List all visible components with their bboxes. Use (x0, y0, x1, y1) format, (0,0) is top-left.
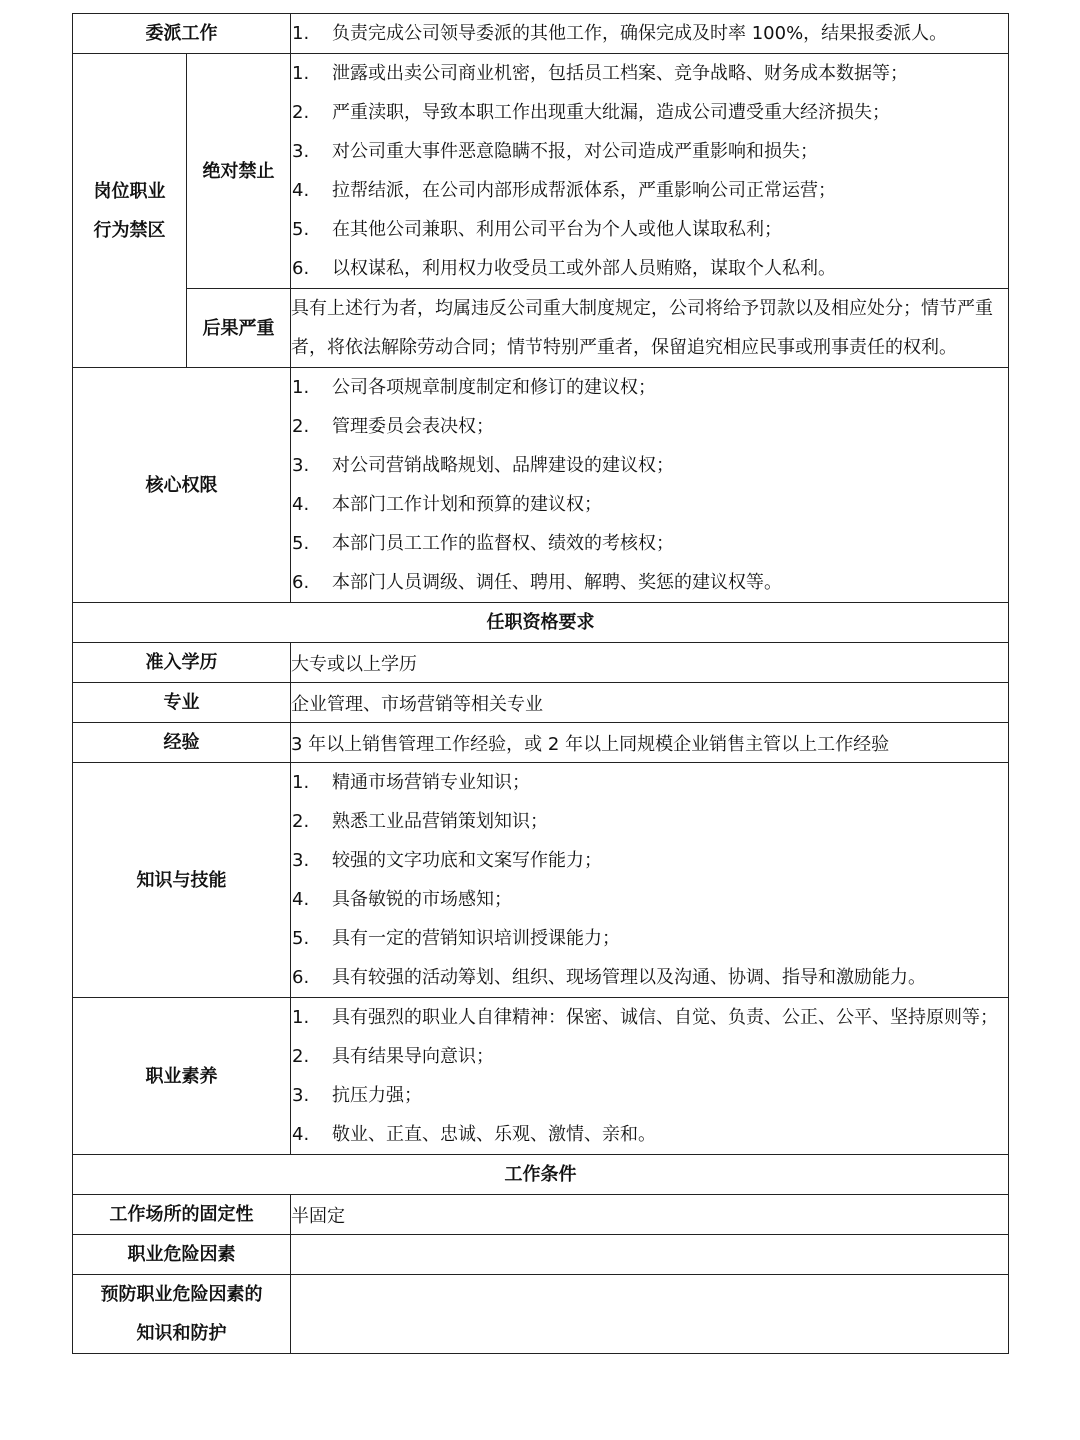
workplace-row (73, 1195, 1009, 1235)
workplace-value: 半固定 (291, 1195, 1009, 1235)
item-text: 敬业、正直、忠诚、乐观、激情、亲和。 (332, 1124, 656, 1145)
item-number: 4. (292, 180, 310, 201)
list-item (291, 998, 1008, 1037)
hazard-row (73, 1235, 1009, 1275)
item-text: 具有较强的活动筹划、组织、现场管理以及沟通、协调、指导和激励能力。 (332, 967, 926, 988)
item-text: 严重渎职，导致本职工作出现重大纰漏，造成公司遭受重大经济损失； (332, 102, 890, 123)
education-label: 准入学历 (73, 643, 291, 683)
prevention-label (73, 1275, 291, 1354)
experience-label: 经验 (73, 723, 291, 763)
absolute-prohibition-content (291, 54, 1009, 289)
conditions-section-row (73, 1155, 1009, 1195)
item-number: 5. (292, 533, 310, 554)
hazard-value (291, 1235, 1009, 1275)
absolute-prohibition-row (73, 54, 1009, 289)
item-number: 3. (292, 455, 310, 476)
list-item (291, 407, 1008, 446)
delegated-work-row (73, 14, 1009, 54)
item-text: 本部门人员调级、调任、聘用、解聘、奖惩的建议权等。 (332, 572, 782, 593)
item-text: 泄露或出卖公司商业机密，包括员工档案、竞争战略、财务成本数据等； (332, 63, 908, 84)
hazard-label: 职业危险因素 (73, 1235, 291, 1275)
item-text: 对公司重大事件恶意隐瞒不报，对公司造成严重影响和损失； (332, 141, 818, 162)
label-line: 预防职业危险因素的 (100, 1284, 263, 1305)
item-number: 4. (292, 889, 310, 910)
core-rights-label: 核心权限 (73, 368, 291, 603)
item-number: 2. (292, 811, 310, 832)
list-item (291, 210, 1008, 249)
list-item (291, 14, 1008, 53)
item-text: 本部门工作计划和预算的建议权； (332, 494, 602, 515)
item-number: 1. (292, 23, 310, 44)
consequence-text: 具有上述行为者，均属违反公司重大制度规定，公司将给予罚款以及相应处分；情节严重者，将依法解除劳动合同；情节特别严重者，保留追究相应民事或刑事责任的权利。 (291, 298, 993, 358)
list-item (291, 1037, 1008, 1076)
severe-consequence-content (291, 289, 1009, 368)
list-item (291, 802, 1008, 841)
major-label: 专业 (73, 683, 291, 723)
job-description-table (72, 13, 1009, 1354)
item-number: 4. (292, 1124, 310, 1145)
core-rights-content (291, 368, 1009, 603)
experience-value: 3 年以上销售管理工作经验，或 2 年以上同规模企业销售主管以上工作经验 (291, 723, 1009, 763)
item-number: 5. (292, 928, 310, 949)
label-line: 岗位职业 (93, 180, 166, 202)
item-text: 熟悉工业品营销策划知识； (332, 811, 548, 832)
severe-consequence-row (73, 289, 1009, 368)
item-number: 6. (292, 572, 310, 593)
item-number: 4. (292, 494, 310, 515)
item-number: 1. (292, 377, 310, 398)
list-item (291, 132, 1008, 171)
absolute-prohibition-label: 绝对禁止 (187, 54, 291, 289)
education-value: 大专或以上学历 (291, 643, 1009, 683)
item-number: 2. (292, 1046, 310, 1067)
item-text: 抗压力强； (332, 1085, 422, 1106)
qualification-section-header: 任职资格要求 (73, 603, 1009, 643)
major-row (73, 683, 1009, 723)
professional-quality-row (73, 998, 1009, 1155)
list-item (291, 841, 1008, 880)
list-item (291, 524, 1008, 563)
item-number: 6. (292, 967, 310, 988)
item-number: 6. (292, 258, 310, 279)
item-text: 拉帮结派，在公司内部形成帮派体系，严重影响公司正常运营； (332, 180, 836, 201)
list-item (291, 249, 1008, 288)
item-number: 1. (292, 1007, 310, 1028)
list-item (291, 485, 1008, 524)
delegated-work-content (291, 14, 1009, 54)
skills-content (291, 763, 1009, 998)
qualification-section-row (73, 603, 1009, 643)
item-number: 3. (292, 141, 310, 162)
delegated-work-label: 委派工作 (73, 14, 291, 54)
list-item (291, 763, 1008, 802)
experience-row (73, 723, 1009, 763)
list-item (291, 1115, 1008, 1154)
item-text: 对公司营销战略规划、品牌建设的建议权； (332, 455, 674, 476)
skills-row (73, 763, 1009, 998)
core-rights-row (73, 368, 1009, 603)
severe-consequence-label: 后果严重 (187, 289, 291, 368)
item-number: 2. (292, 102, 310, 123)
label-line: 行为禁区 (93, 219, 166, 241)
item-text: 精通市场营销专业知识； (332, 772, 530, 793)
item-text: 较强的文字功底和文案写作能力； (332, 850, 602, 871)
item-text: 具备敏锐的市场感知； (332, 889, 512, 910)
list-item (291, 563, 1008, 602)
list-item (291, 368, 1008, 407)
item-text: 管理委员会表决权； (332, 416, 494, 437)
item-text: 本部门员工工作的监督权、绩效的考核权； (332, 533, 674, 554)
item-number: 2. (292, 416, 310, 437)
item-text: 具有强烈的职业人自律精神：保密、诚信、自觉、负责、公正、公平、坚持原则等； (332, 1007, 998, 1028)
label-line: 知识和防护 (136, 1323, 227, 1344)
list-item (291, 1076, 1008, 1115)
list-item (291, 171, 1008, 210)
item-text: 公司各项规章制度制定和修订的建议权； (332, 377, 656, 398)
item-number: 3. (292, 850, 310, 871)
list-item (291, 919, 1008, 958)
list-item (291, 880, 1008, 919)
item-text: 具有结果导向意识； (332, 1046, 494, 1067)
major-value: 企业管理、市场营销等相关专业 (291, 683, 1009, 723)
item-text: 具有一定的营销知识培训授课能力； (332, 928, 620, 949)
skills-label: 知识与技能 (73, 763, 291, 998)
education-row (73, 643, 1009, 683)
item-number: 1. (292, 63, 310, 84)
list-item (291, 446, 1008, 485)
list-item (291, 958, 1008, 997)
item-number: 3. (292, 1085, 310, 1106)
prevention-row (73, 1275, 1009, 1354)
workplace-label: 工作场所的固定性 (73, 1195, 291, 1235)
item-text: 以权谋私，利用权力收受员工或外部人员贿赂，谋取个人私利。 (332, 258, 836, 279)
list-item (291, 54, 1008, 93)
conditions-section-header: 工作条件 (73, 1155, 1009, 1195)
item-text: 负责完成公司领导委派的其他工作，确保完成及时率 100%，结果报委派人。 (332, 23, 948, 44)
behavior-forbidden-zone-label (73, 54, 187, 368)
professional-quality-content (291, 998, 1009, 1155)
list-item (291, 93, 1008, 132)
item-text: 在其他公司兼职、利用公司平台为个人或他人谋取私利； (332, 219, 782, 240)
item-number: 1. (292, 772, 310, 793)
item-number: 5. (292, 219, 310, 240)
professional-quality-label: 职业素养 (73, 998, 291, 1155)
prevention-value (291, 1275, 1009, 1354)
